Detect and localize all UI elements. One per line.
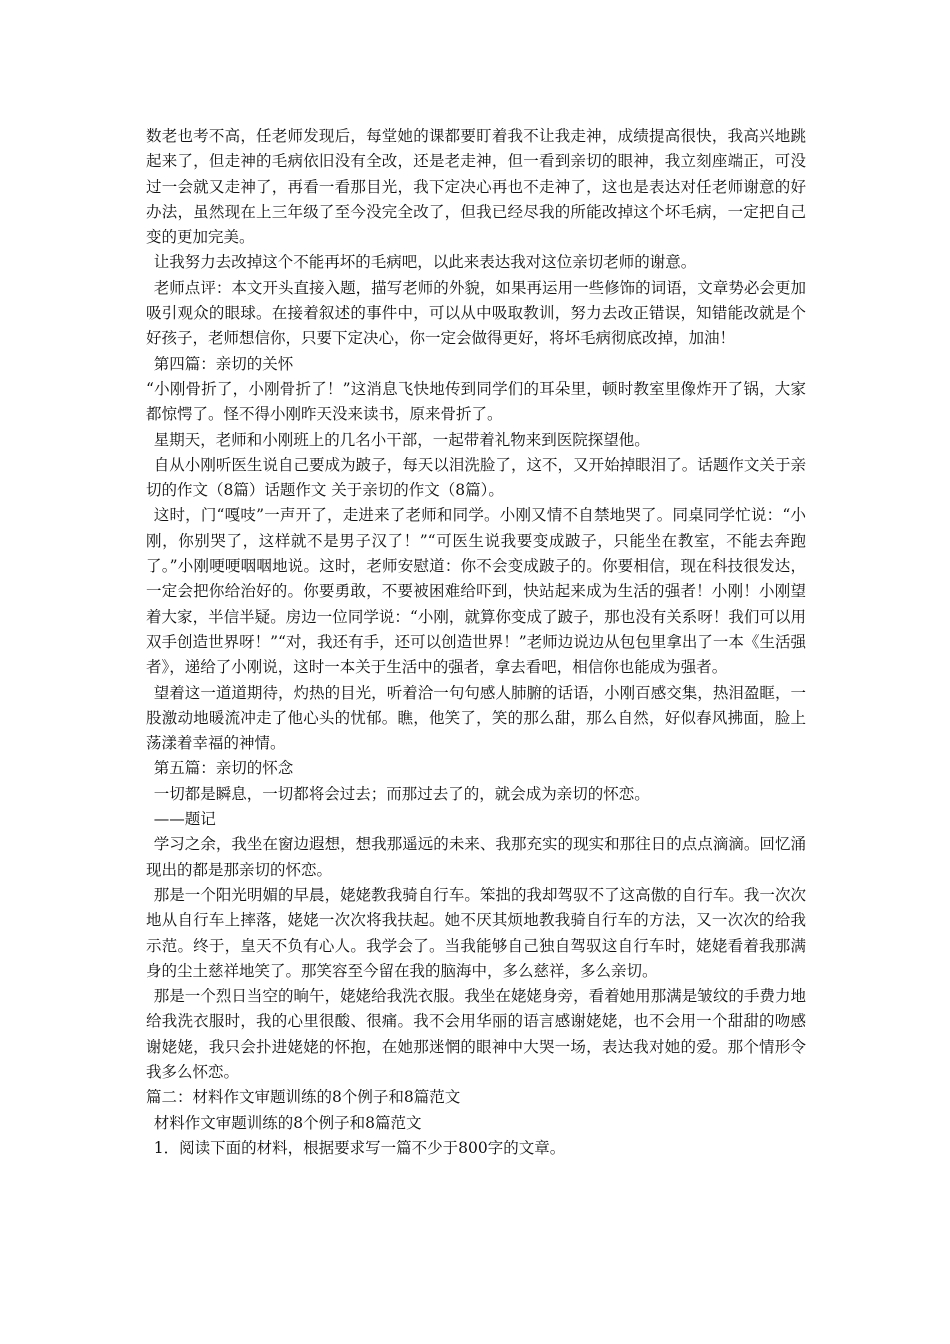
paragraph: 那是一个阳光明媚的早晨，姥姥教我骑自行车。笨拙的我却驾驭不了这高傲的自行车。我一次次地从自行车上摔落，姥姥一次次将我扶起。她不厌其烦地教我骑自行车的方法，又一次次的给我示范。终于，皇天不负有心人。我学会了。当我能够自己独自驾驭这自行车时，姥姥看着我那满身的尘土慈祥地笑了。那笑容至今留在我的脑海中，多么慈祥，多么亲切。 — [146, 885, 806, 980]
article-title: 材料作文审题训练的8个例子和8篇范文 — [153, 1113, 422, 1132]
question-item: 1．阅读下面的材料，根据要求写一篇不少于800字的文章。 — [153, 1138, 566, 1157]
section-heading: 第四篇：亲切的关怀 — [153, 354, 294, 373]
paragraph: 那是一个烈日当空的晌午，姥姥给我洗衣服。我坐在姥姥身旁，看着她用那满是皱纹的手费力地给我洗衣服时，我的心里很酸、很痛。我不会用华丽的语言感谢姥姥，也不会用一个甜甜的吻感谢姥姥，我只会扑进姥姥的怀抱，在她那迷惘的眼神中大哭一场，表达我对她的爱。那个情形令我多么怀恋。 — [146, 987, 806, 1081]
paragraph: “小刚骨折了，小刚骨折了！”这消息飞快地传到同学们的耳朵里，顿时教室里像炸开了锅，大家都惊愕了。怪不得小刚昨天没来读书，原来骨折了。 — [146, 379, 806, 424]
epigraph-attribution: ——题记 — [153, 810, 216, 829]
paragraph: 星期天，老师和小刚班上的几名小干部，一起带着礼物来到医院探望他。 — [153, 430, 650, 449]
paragraph: 让我努力去改掉这个不能再坏的毛病吧，以此来表达我对这位亲切老师的谢意。 — [153, 253, 697, 272]
paragraph: 数老也考不高，任老师发现后，每堂她的课都要盯着我不让我走神，成绩提高很快，我高兴地跳起来了，但走神的毛病依旧没有全改，还是老走神，但一看到亲切的眼神，我立刻座端正，可没过一会就又走神了，再看一看那目光，我下定决心再也不走神了，这也是表达对任老师谢意的好办法，虽然现在上三年级了至今没完全改了，但我已经尽我的所能改掉这个坏毛病，一定把自己变的更加完美。 — [146, 127, 806, 247]
epigraph: 一切都是瞬息，一切都将会过去；而那过去了的，就会成为亲切的怀恋。 — [153, 784, 650, 803]
paragraph: 自从小刚听医生说自己要成为跛子，每天以泪洗脸了，这不，又开始掉眼泪了。话题作文关于亲切的作文（8篇）话题作文 关于亲切的作文（8篇）。 — [146, 455, 806, 500]
chapter-heading: 篇二：材料作文审题训练的8个例子和8篇范文 — [146, 1088, 461, 1107]
document-page — [146, 124, 806, 1161]
teacher-comment: 老师点评：本文开头直接入题，描写老师的外貌，如果再运用一些修饰的词语，文章势必会更加吸引观众的眼球。在接着叙述的事件中，可以从中吸取教训，努力去改正错误，知错能改就是个好孩子，老师想信你，只要下定决心，你一定会做得更好，将坏毛病彻底改掉，加油！ — [146, 278, 806, 348]
section-heading: 第五篇：亲切的怀念 — [153, 759, 294, 778]
paragraph: 望着这一道道期待，灼热的目光，听着洽一句句感人肺腑的话语，小刚百感交集，热泪盈眶，一股激动地暖流冲走了他心头的忧郁。瞧，他笑了，笑的那么甜，那么自然，好似春风拂面，脸上荡漾着幸福的神情。 — [146, 683, 806, 753]
paragraph: 学习之余，我坐在窗边遐想，想我那遥远的未来、我那充实的现实和那往日的点点滴滴。回忆涌现出的都是那亲切的怀恋。 — [146, 835, 806, 879]
paragraph: 这时，门“嘎吱”一声开了，走进来了老师和同学。小刚又情不自禁地哭了。同桌同学忙说：“小刚，你别哭了，这样就不是男子汉了！”“可医生说我要变成跛子，只能坐在教室，不能去奔跑了。”小刚哽哽咽咽地说。这时，老师安慰道：你不会变成跛子的。你要相信，现在科技很发达，一定会把你给治好的。你要勇敢，不要被困难给吓到，快站起来成为生活的强者！小刚！小刚望着大家，半信半疑。房边一位同学说：“小刚，就算你变成了跛子，那也没有关系呀！我们可以用双手创造世界呀！”“对，我还有手，还可以创造世界！”老师边说边从包包里拿出了一本《生活强者》，递给了小刚说，这时一本关于生活中的强者，拿去看吧，相信你也能成为强者。 — [146, 506, 806, 677]
